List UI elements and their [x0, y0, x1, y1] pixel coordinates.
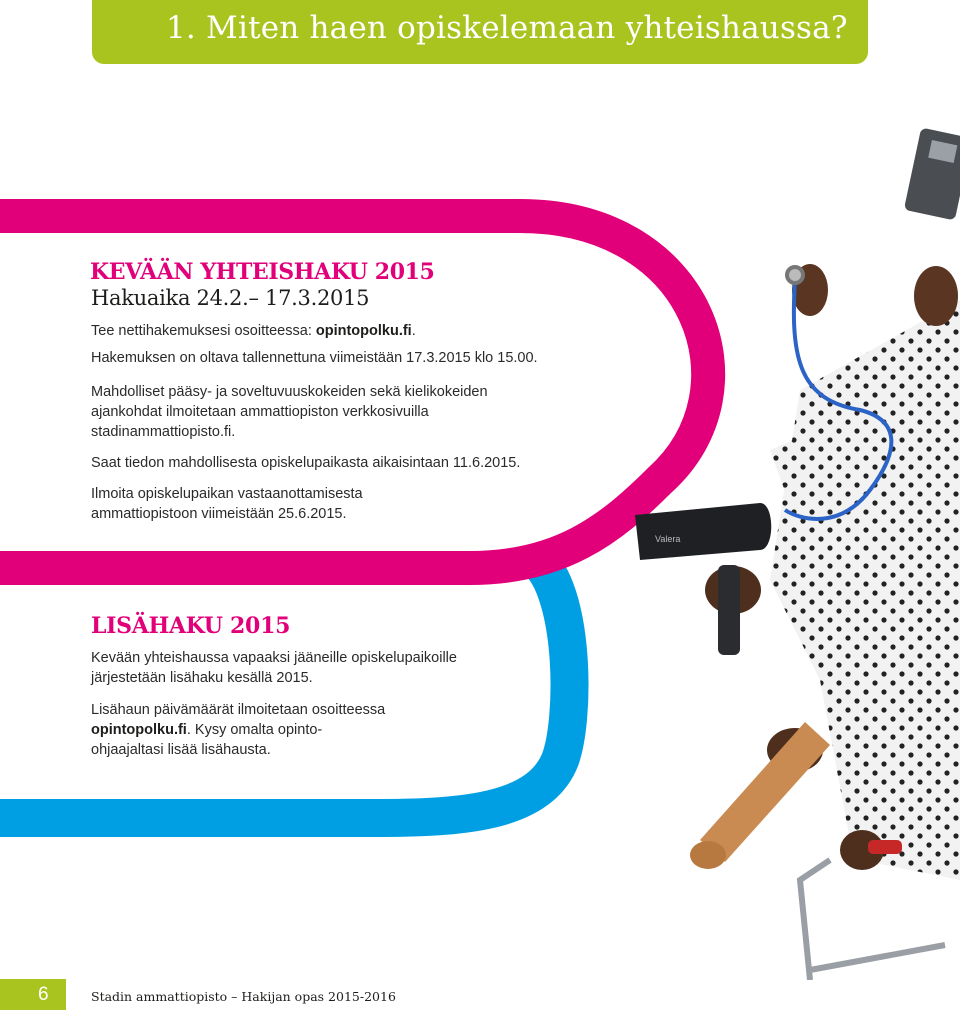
- hands-with-tools-photo: [600, 120, 960, 980]
- blue-arc: [0, 563, 570, 818]
- spring-paragraph-2: Hakemuksen on oltava tallennettuna viimeistään 17.3.2015 klo 15.00.: [91, 350, 538, 366]
- spring-paragraph-3: Mahdolliset pääsy- ja soveltuvuuskokeiden sekä kielikokeiden ajankohdat ilmoitetaan ammattiopiston verkkosivuilla stadinammattiopisto.fi.: [91, 384, 488, 440]
- footer-text: Stadin ammattiopisto – Hakijan opas 2015-2016: [91, 989, 396, 1004]
- extra-heading: LISÄHAKU 2015: [91, 613, 291, 639]
- opintopolku-link[interactable]: opintopolku.fi: [315, 323, 412, 339]
- spring-paragraph-1: Tee nettihakemuksesi osoitteessa: opintopolku.fi.: [91, 323, 416, 339]
- extra-paragraph-2: Lisähaun päivämäärät ilmoitetaan osoitteessa opintopolku.fi. Kysy omalta opinto- ohjaajaltasi lisää lisähausta.: [91, 702, 386, 758]
- page-number: 6: [38, 984, 49, 1005]
- opintopolku-link-2[interactable]: opintopolku.fi: [91, 722, 187, 738]
- svg-text:Valera: Valera: [655, 534, 681, 544]
- card-reader-icon: [904, 128, 960, 221]
- spring-paragraph-4: Saat tiedon mahdollisesta opiskelupaikasta aikaisintaan 11.6.2015.: [91, 455, 521, 471]
- stadinammattiopisto-link[interactable]: stadinammattiopisto.fi.: [91, 424, 236, 440]
- spring-heading: KEVÄÄN YHTEISHAKU 2015: [90, 259, 435, 285]
- hand-top: [914, 266, 958, 326]
- extra-paragraph-1: Kevään yhteishaussa vapaaksi jääneille opiskelupaikoille järjestetään lisähaku kesällä 2015.: [91, 650, 457, 686]
- pepper-grinder-icon: [690, 722, 830, 869]
- page-number-box: [0, 979, 66, 1010]
- application-period: Hakuaika 24.2.– 17.3.2015: [91, 286, 370, 310]
- spring-paragraph-5: Ilmoita opiskelupaikan vastaanottamisesta ammattiopistoon viimeistään 25.6.2015.: [91, 486, 363, 522]
- chapter-title: 1. Miten haen opiskelemaan yhteishaussa?: [166, 10, 848, 46]
